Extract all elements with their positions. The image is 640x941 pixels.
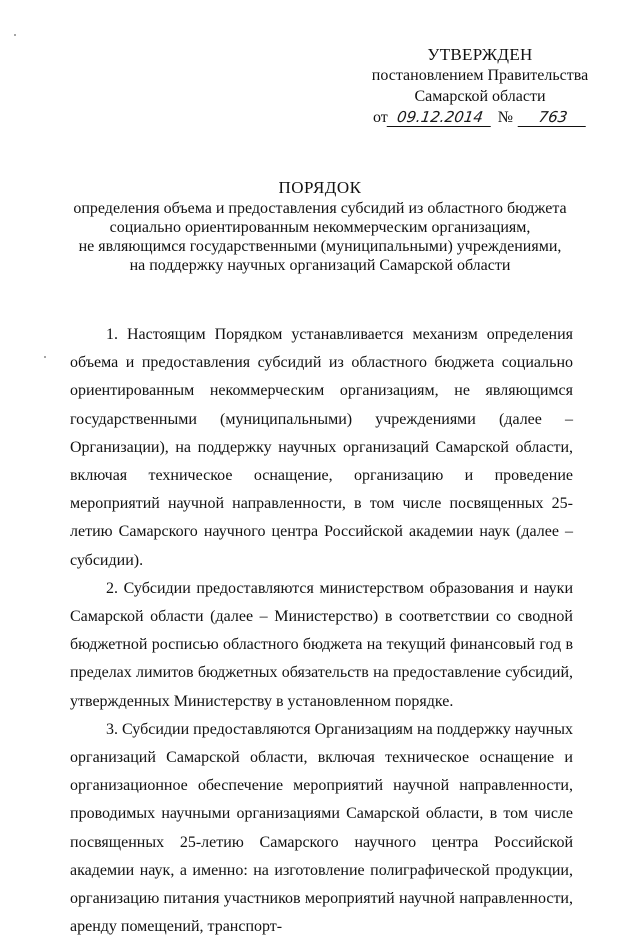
handwritten-number: 763 (518, 108, 589, 127)
document-body (70, 321, 573, 941)
approval-line-2: Самарской области (414, 88, 546, 105)
subtitle-line: не являющимся государственными (муниципальными) учреждениями, (78, 238, 562, 255)
subtitle-line: определения объема и предоставления субсидий из областного бюджета (73, 200, 567, 217)
approval-line-1: постановлением Правительства (371, 67, 589, 84)
paragraph-3: 3. Субсидии предоставляются Организациям на поддержку научных организаций Самарской области, включая техническое оснащение и организационное обеспечение мероприятий научной направленности, проводимых научными организациями Самарской области, в том числе посвященных 25-летию Самарского научного центра Российской академии наук, а именно: на изготовление полиграфической продукции, организацию питания участников мероприятий научной направленности, аренду помещений, транспорт- (70, 720, 573, 936)
subtitle-line: социально ориентированным некоммерческим организациям, (109, 219, 531, 236)
paragraph-1: 1. Настоящим Порядком устанавливается механизм определения объема и предоставления субсидий из областного бюджета социально ориентированным некоммерческим организациям, не являющимся государственными (муниципальными) учреждениями (далее – Организации), на поддержку научных организаций Самарской области, включая техническое оснащение, организацию и проведение мероприятий научной направленности, в том числе посвященных 25-летию Самарского научного центра Российской академии наук (далее – субсидии). (70, 326, 573, 569)
from-label: от (372, 109, 388, 126)
approval-date-number-line (370, 107, 590, 128)
approval-stamp-block (370, 44, 590, 128)
document-title: ПОРЯДОК (278, 178, 362, 197)
scan-speck (14, 34, 16, 36)
document-title-block (40, 178, 600, 275)
number-sign: № (497, 109, 514, 126)
subtitle-line: на поддержку научных организаций Самарской области (129, 257, 511, 274)
handwritten-date: 09.12.2014 (386, 108, 493, 127)
approval-heading: УТВЕРЖДЕН (427, 45, 533, 64)
paragraph-2: 2. Субсидии предоставляются министерством образования и науки Самарской области (далее – Министерство) в соответствии со сводной бюджетной росписью областного бюджета на текущий финансовый год в пределах лимитов бюджетных обязательств на предоставление субсидий, утвержденных Министерству в установленном порядке. (70, 579, 573, 710)
scan-speck (44, 356, 46, 358)
